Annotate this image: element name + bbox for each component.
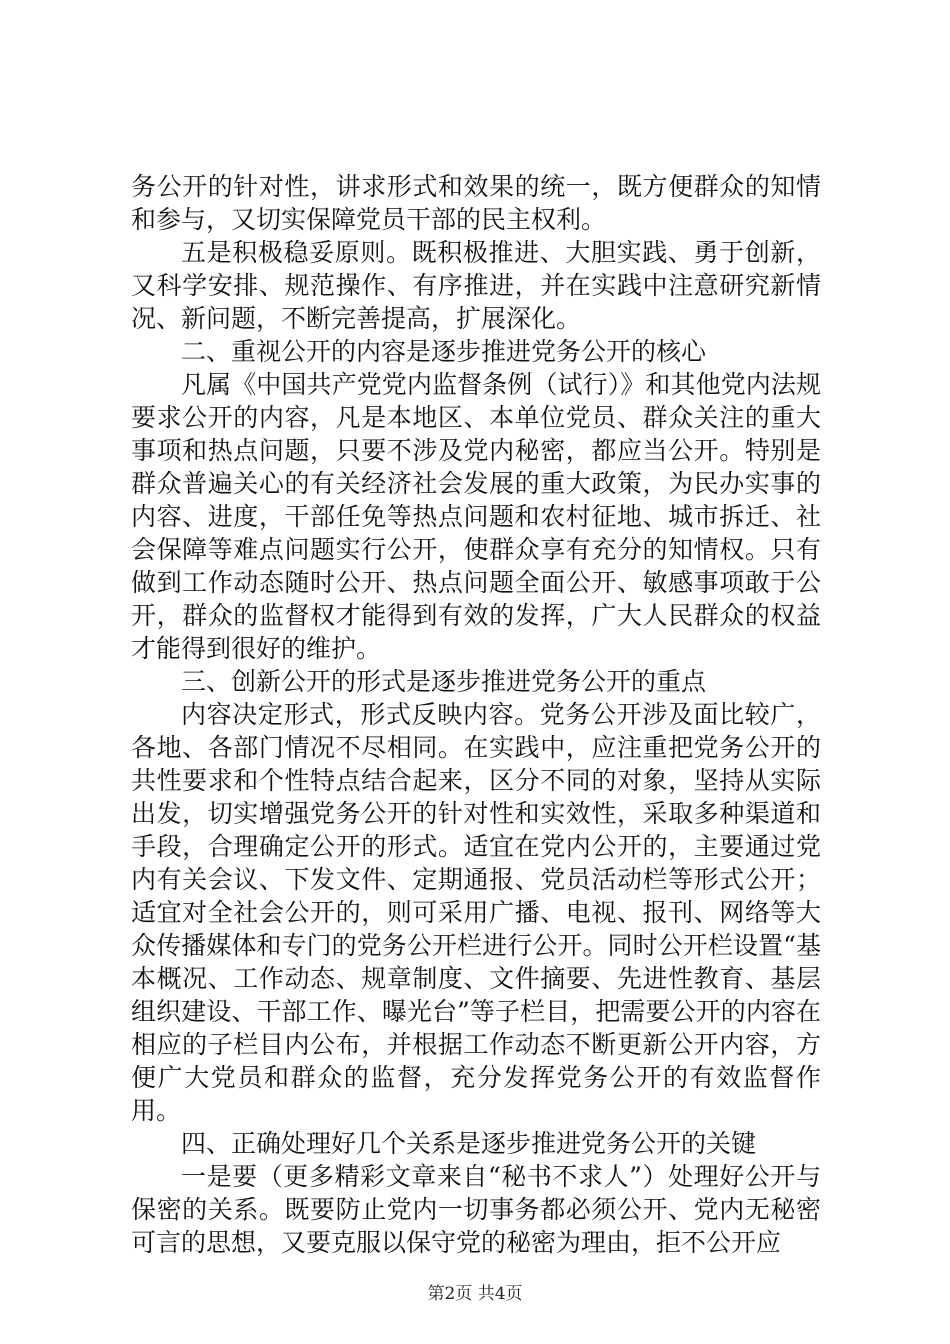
document-body [131,170,821,1259]
paragraph-2: 五是积极稳妥原则。既积极推进、大胆实践、勇于创新，又科学安排、规范操作、有序推进，并在实践中注意研究新情况、新问题，不断完善提高，扩展深化。 [131,238,821,333]
section-heading-2: 二、重视公开的内容是逐步推进党务公开的核心 [181,337,707,366]
paragraph-5: 一是要（更多精彩文章来自“秘书不求人”）处理好公开与保密的关系。既要防止党内一切事务都必须公开、党内无秘密可言的思想，又要克服以保守党的秘密为理由，拒不公开应 [131,1162,821,1257]
page-footer: 第2页 共4页 [427,1284,523,1304]
section-heading-3: 三、创新公开的形式是逐步推进党务公开的重点 [181,667,707,696]
paragraph-4: 内容决定形式，形式反映内容。党务公开涉及面比较广，各地、各部门情况不尽相同。在实践中，应注重把党务公开的共性要求和个性特点结合起来，区分不同的对象，坚持从实际出发，切实增强党务公开的针对性和实效性，采取多种渠道和手段，合理确定公开的形式。适宜在党内公开的，主要通过党内有关会议、下发文件、定期通报、党员活动栏等形式公开；适宜对全社会公开的，则可采用广播、电视、报刊、网络等大众传播媒体和专门的党务公开栏进行公开。同时公开栏设置“基本概况、工作动态、规章制度、文件摘要、先进性教育、基层组织建设、干部工作、曝光台”等子栏目，把需要公开的内容在相应的子栏目内公布，并根据工作动态不断更新公开内容，方便广大党员和群众的监督，充分发挥党务公开的有效监督作用。 [131,700,821,1125]
section-heading-4: 四、正确处理好几个关系是逐步推进党务公开的关键 [181,1129,757,1158]
paragraph-3: 凡属《中国共产党党内监督条例（试行）》和其他党内法规要求公开的内容，凡是本地区、本单位党员、群众关注的重大事项和热点问题，只要不涉及党内秘密，都应当公开。特别是群众普遍关心的有关经济社会发展的重大政策，为民办实事的内容、进度，干部任免等热点问题和农村征地、城市拆迁、社会保障等难点问题实行公开，使群众享有充分的知情权。只有做到工作动态随时公开、热点问题全面公开、敏感事项敢于公开，群众的监督权才能得到有效的发挥，广大人民群众的权益才能得到很好的维护。 [131,370,821,663]
paragraph-1: 务公开的针对性，讲求形式和效果的统一，既方便群众的知情和参与，又切实保障党员干部的民主权利。 [131,172,821,234]
